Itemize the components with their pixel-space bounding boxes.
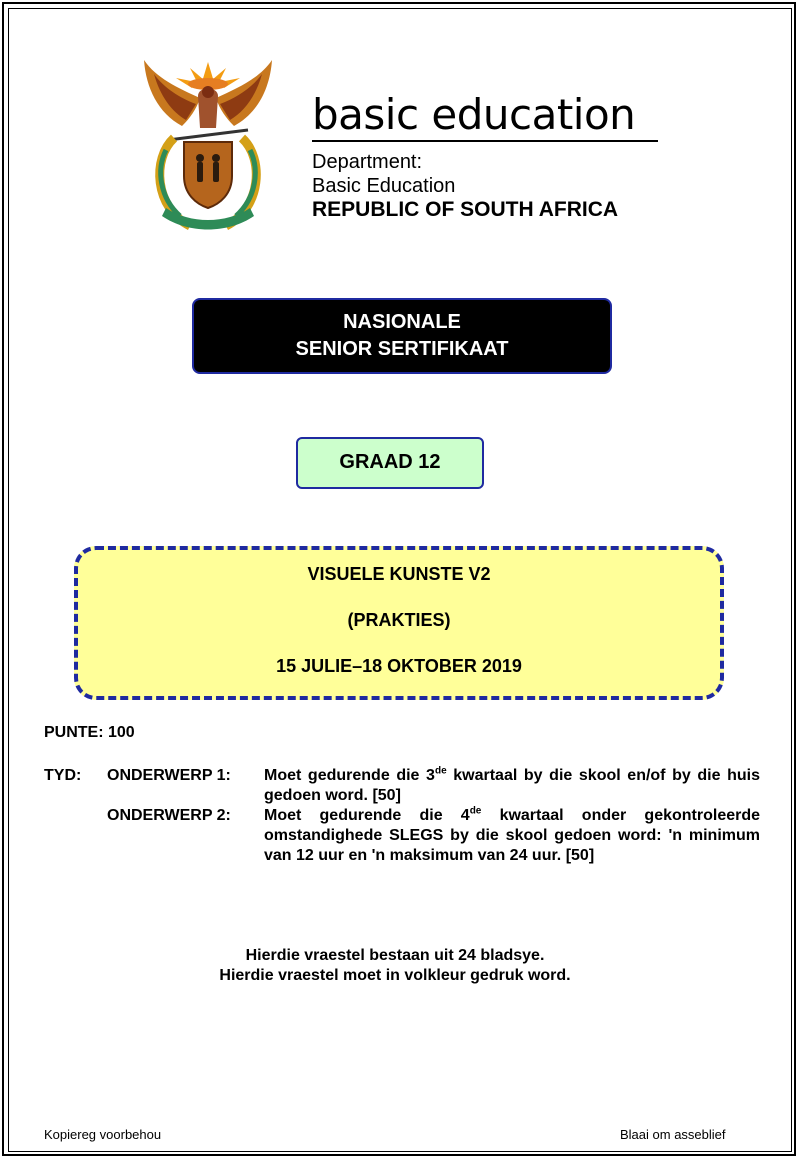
time-label: TYD: — [44, 767, 82, 784]
topic-1-label: ONDERWERP 1: — [107, 767, 231, 784]
exam-period: 15 JULIE–18 OKTOBER 2019 — [276, 656, 522, 676]
turn-page-notice: Blaai om asseblief — [620, 1127, 726, 1142]
certificate-line-2: SENIOR SERTIFIKAAT — [295, 338, 509, 360]
country-name: REPUBLIC OF SOUTH AFRICA — [312, 198, 619, 221]
topic-2-label: ONDERWERP 2: — [107, 807, 231, 824]
topic-2-instructions: Moet gedurende die 4de kwartaal onder gekontroleerde omstandighede SLEGS by die skool gedoen word: 'n minimum van 12 uur en 'n maksimum van 24 uur. [50] — [264, 805, 761, 864]
subject-subtitle: (PRAKTIES) — [347, 610, 451, 630]
brand-title: basic education — [312, 92, 658, 142]
department-branding — [312, 92, 658, 222]
department-label: Department: — [312, 151, 423, 173]
topic-1-instructions: Moet gedurende die 3de kwartaal by die skool en/of by die huis gedoen word. [50] — [264, 765, 761, 804]
certificate-line-1: NASIONALE — [343, 311, 461, 333]
department-name: Basic Education — [312, 175, 456, 197]
subject-title: VISUELE KUNSTE V2 — [307, 564, 491, 584]
certificate-banner — [192, 298, 612, 374]
page-count-note: Hierdie vraestel bestaan uit 24 bladsye. — [245, 947, 545, 964]
coat-of-arms-logo — [138, 58, 278, 236]
subject-panel — [74, 546, 724, 700]
grade-badge: GRAAD 12 — [296, 437, 484, 489]
copyright-notice: Kopiereg voorbehou — [44, 1127, 162, 1142]
print-color-note: Hierdie vraestel moet in volkleur gedruk word. — [219, 967, 571, 984]
total-marks: PUNTE: 100 — [44, 724, 135, 741]
